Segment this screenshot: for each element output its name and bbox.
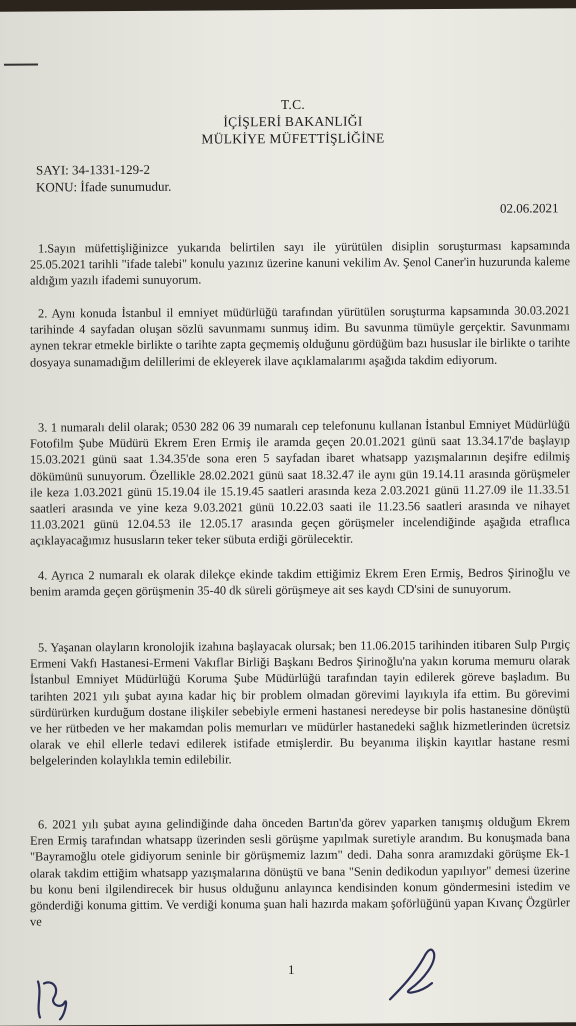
letter-meta bbox=[36, 161, 171, 196]
header-inspectorate: MÜLKİYE MÜFETTİŞLİĞİNE bbox=[201, 130, 385, 147]
header-ministry: İÇİŞLERİ BAKANLIĞI bbox=[223, 113, 363, 130]
letter-header bbox=[168, 95, 418, 148]
page-number: 1 bbox=[288, 961, 295, 977]
reference-number: SAYI: 34-1331-129-2 bbox=[36, 161, 150, 178]
paragraph-3: 3. 1 numaralı delil olarak; 0530 282 06 39 numaralı cep telefonunu kullanan İstanbul Emniyet Müdürlüğü Fotofilm Şube Müdürü Ekrem Eren Ermiş ile aramda geçen 20.01.2021 günü saat 13.34.17'de başlayıp 15.03.2021 günü saat 1.34.35'de sona eren 5 sayfadan ibaret whatsapp yazışmalarının deşifre edilmiş dökümünü sunuyorum. Özellikle 28.02.2021 günü saat 18.32.47 ile aynı gün 19.14.11 arasında görüşmeler ile keza 1.03.2021 günü 15.19.04 ile 15.19.45 saatleri arasında keza 2.03.2021 günü 11.27.09 ile 11.33.51 saatleri arasında ve yine keza 9.03.2021 günü 10.22.03 saati ile 11.23.56 saatleri arasında ve nihayet 11.03.2021 günü 12.04.53 ile 12.05.17 arasında geçen görüşmeler incelendiğinde aşağıda etraflıca açıklayacağımız hususların teker teker sübuta erdiği görülecektir. bbox=[30, 417, 570, 548]
margin-dash-mark bbox=[4, 64, 38, 66]
paragraph-4: 4. Ayrıca 2 numaralı ek olarak dilekçe ekinde takdim ettiğimiz Ekrem Eren Ermiş, Bedros Şirinoğlu ve benim aramda geçen görüşmenin 35-40 dk süreli görüşmeye ait ses kaydı CD'sini de sunuyorum. bbox=[30, 565, 570, 599]
document-page bbox=[0, 8, 576, 1026]
signature-right-icon bbox=[380, 939, 450, 1009]
letter-date: 02.06.2021 bbox=[500, 200, 559, 216]
paragraph-5: 5. Yaşanan olayların kronolojik izahına başlayacak olursak; ben 11.06.2015 tarihinden itibaren Sulp Pırgiç Ermeni Vakfı Hastanesi-Ermeni Vakıflar Birliği Başkanı Bedros Şirinoğlu'na yakın koruma memuru olarak İstanbul Emniyet Müdürlüğü Koruma Şube Müdürlüğü tarafından tayin edilerek göreve başladım. Bu tarihten 2021 yılı şubat ayına kadar hiç bir problem olmadan görevimi layıkıyla ifa ettim. Bu görevimi sürdürürken kurduğum dostane ilişkiler sebebiyle ermeni hastanesi neredeyse bir polis hastanesine dönüştü ve her rütbeden ve her makamdan polis memurları ve müdürler hastanedeki sağlık hizmetlerinden ücretsiz olarak ve ehil ellerle tedavi edilerek istifade etmişlerdir. Bu beyanıma ilişkin kayıtlar hastane resmi belgelerinden kolaylıkla temin edilebilir. bbox=[30, 637, 570, 768]
signature-left-icon bbox=[30, 973, 90, 1023]
paragraph-1: 1.Sayın müfettişliğinizce yukarıda belirtilen sayı ile yürütülen disiplin soruşturması kapsamında 25.05.2021 tarihli "ifade talebi" konulu yazınız üzerine kanuni vekilim Av. Şenol Caner'in huzurunda kaleme aldığım yazılı ifademi sunuyorum. bbox=[30, 238, 570, 288]
paragraph-2: 2. Aynı konuda İstanbul il emniyet müdürlüğü tarafından yürütülen soruşturma kapsamında 30.03.2021 tarihinde 4 sayfadan oluşan sözlü savunmamı sunmuş idim. Bu savunma tümüyle gerçektir. Savunmamı aynen tekrar etmekle birlikte o tarihte zapta geçmemiş olduğunu gördüğüm bazı hususlar ile birlikte o tarihte dosyaya sunamadığım delillerimi de ekleyerek ilave açıklamalarımı aşağıda takdim ediyorum. bbox=[30, 303, 570, 370]
subject-line: KONU: İfade sunumudur. bbox=[36, 178, 172, 195]
header-tc: T.C. bbox=[280, 96, 306, 113]
paragraph-6: 6. 2021 yılı şubat ayına gelindiğinde daha önceden Bartın'da görev yaparken tanışmış olduğum Ekrem Eren Ermiş tarafından whatsapp üzerinden sesli görüşme yapılmak suretiyle arandım. Bu konuşmada bana "Bayramoğlu otele gidiyorum seninle bir görüşmemiz lazım" dedi. Daha sonra aramızdaki görüşme Ek-1 olarak takdim ettiğim whatsapp yazışmalarına dönüştü ve bana "Senin dedikodun yapılıyor" demesi üzerine bu konu beni ilgilendirecek bir husus olduğunu anlayınca kendisinden konum göndermesini istedim ve gönderdiği konuma gittim. Ve verdiği konuma şuan hali hazırda makam şoförlüğünü yapan Kıvanç Özgürler ve bbox=[30, 814, 570, 929]
